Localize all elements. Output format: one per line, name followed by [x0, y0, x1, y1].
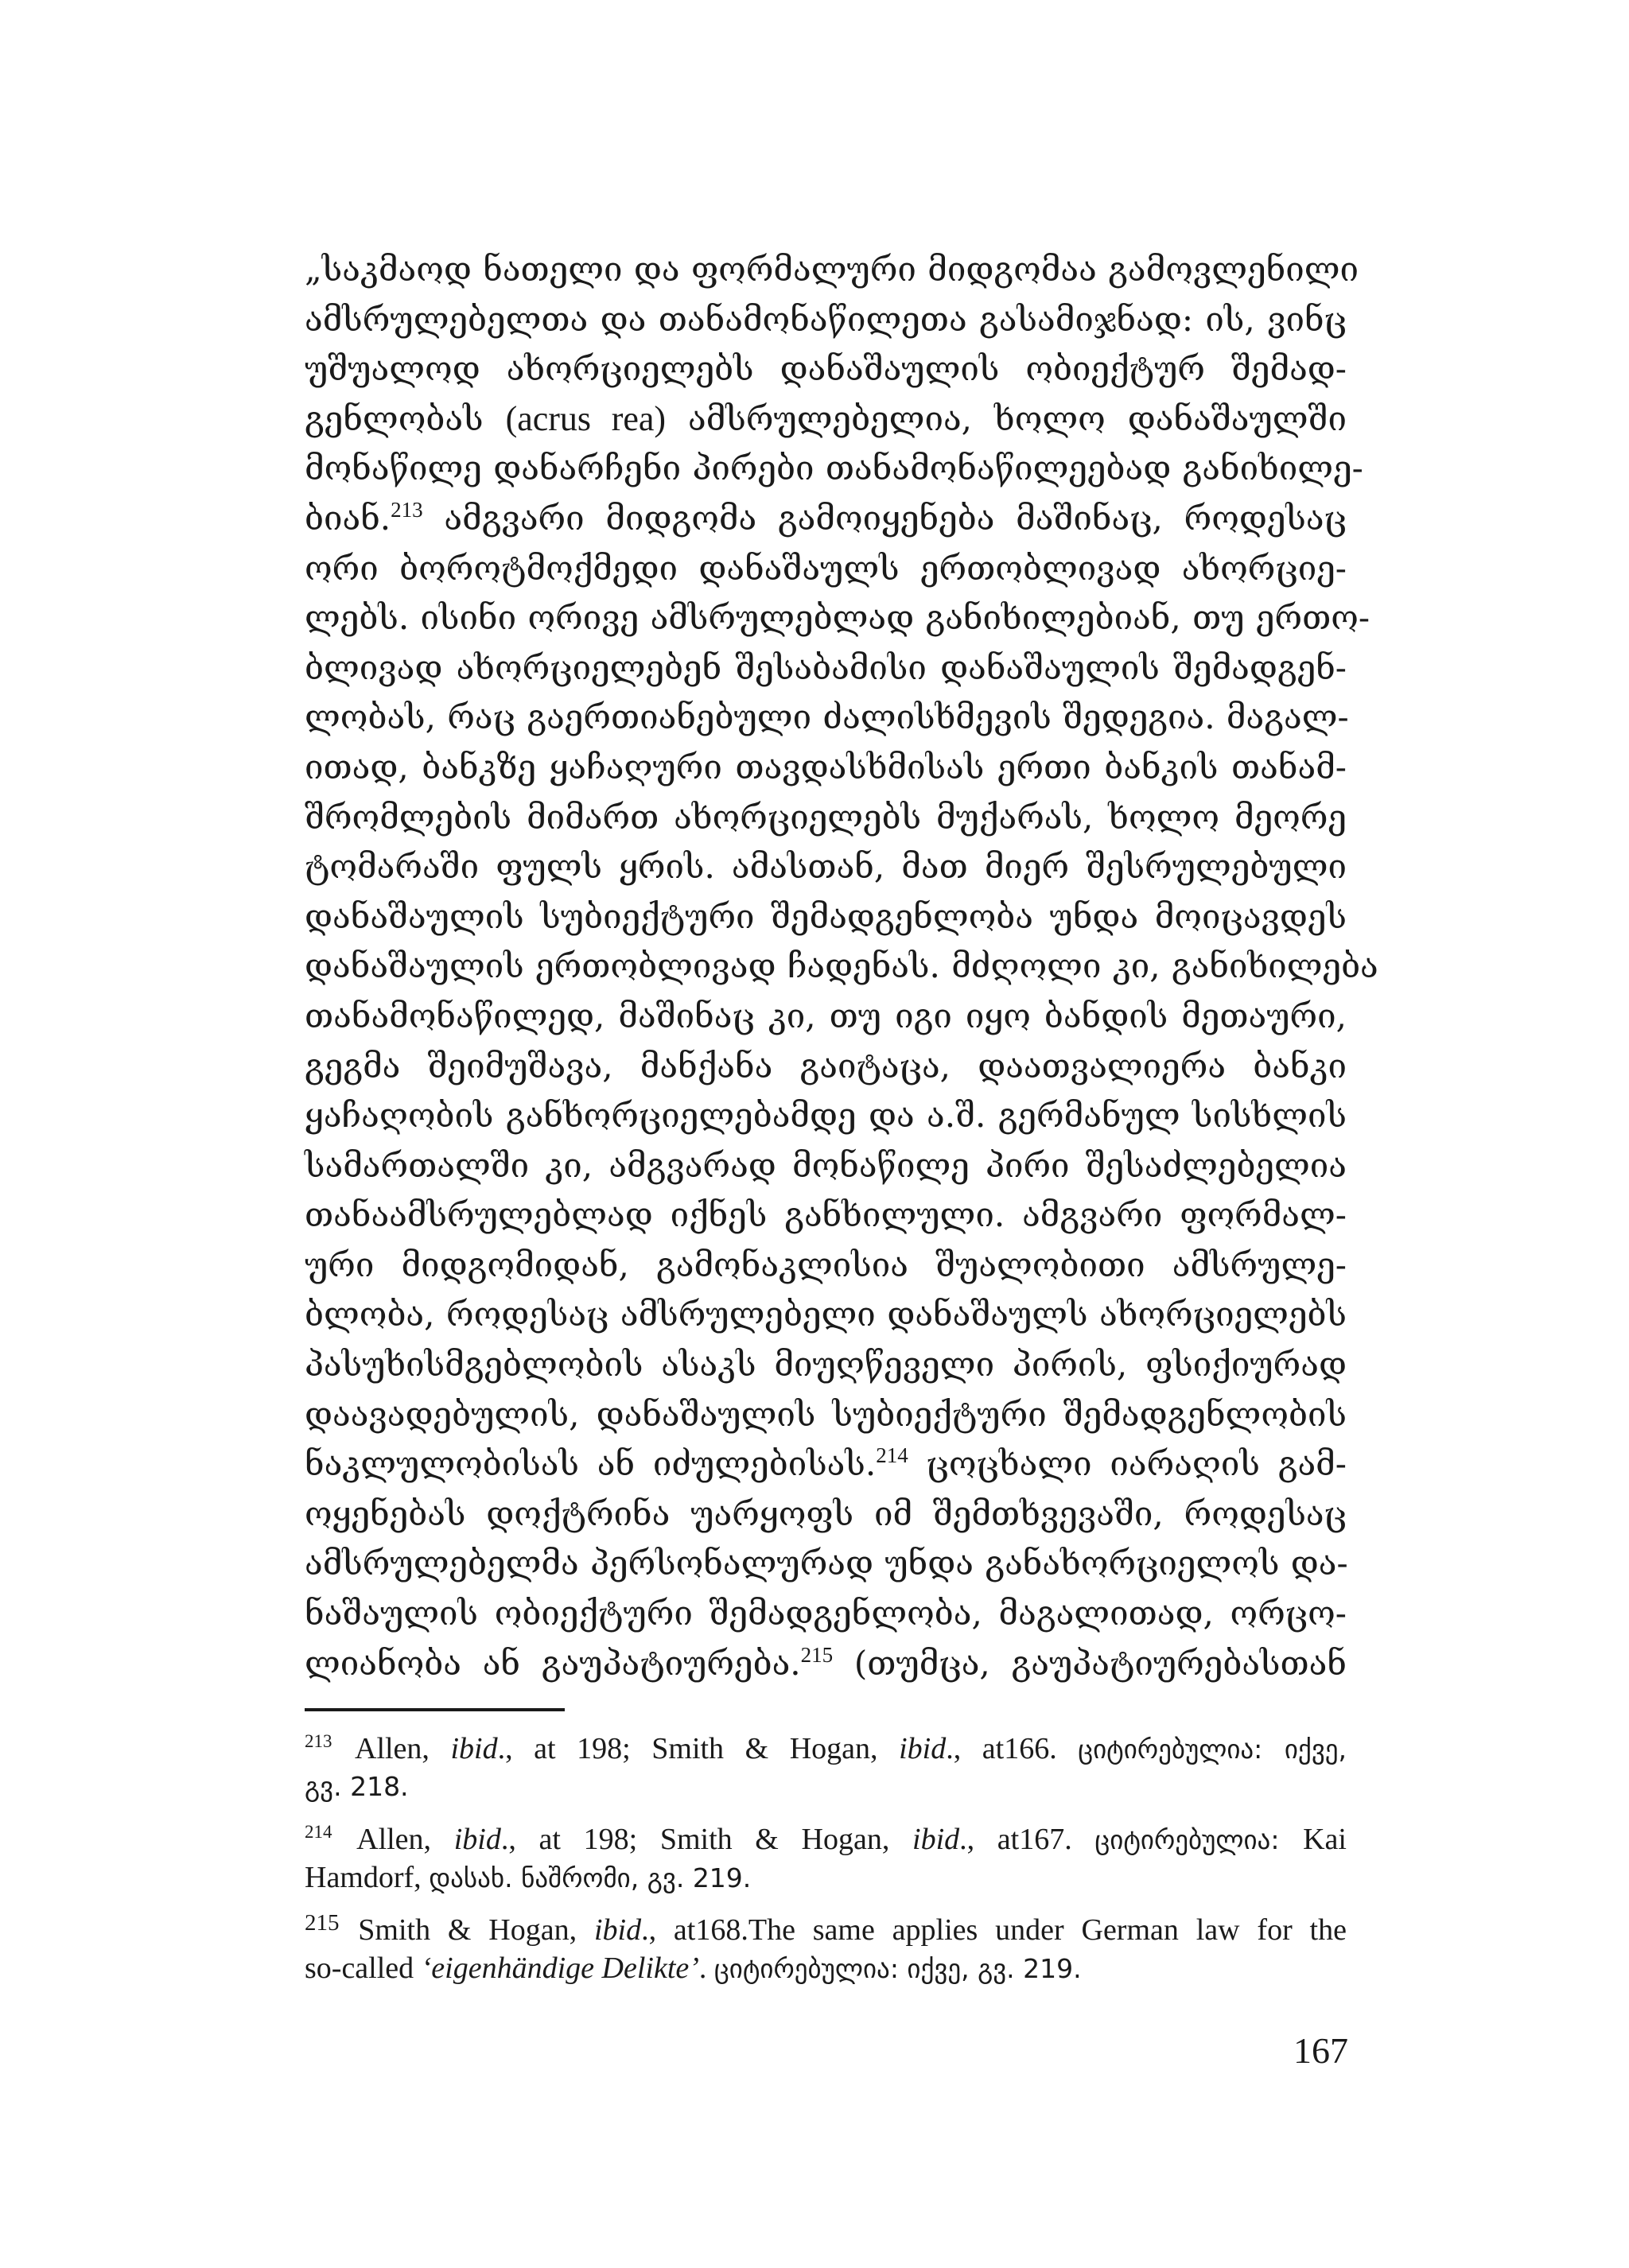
page-number: 167	[1293, 2030, 1348, 2071]
body-line: მონაწილე დანარჩენი პირები თანამონაწილეებად განიხილე-	[305, 449, 1363, 488]
body-line: ტომარაში ფულს ყრის. ამასთან, მათ მიერ შესრულებული	[305, 847, 1347, 887]
body-line: ყაჩაღობის განხორციელებამდე და ა.შ. გერმანულ სისხლის	[305, 1096, 1347, 1136]
body-line: სამართალში კი, ამგვარად მონაწილე პირი შესაძლებელია	[305, 1145, 1347, 1185]
body-line: ნაკლულობისას ან იძულებისას.$^{214}$ ცოცხალი იარაღის გამ-	[305, 1443, 1347, 1484]
body-line: შრომლების მიმართ ახორციელებს მუქარას, ხოლო მეორე	[305, 797, 1347, 837]
body-line: ორი ბოროტმოქმედი დანაშაულს ერთობლივად ახორციე-	[305, 548, 1347, 588]
footnote-number: 215	[305, 1910, 340, 1936]
body-line: თანაამსრულებლად იქნეს განხილული. ამგვარი ფორმალ-	[305, 1195, 1347, 1235]
footnote-line: Hamdorf, დასახ. ნაშრომი, გვ. 219.	[305, 1861, 752, 1894]
body-line: დანაშაულის ერთობლივად ჩადენას. მძღოლი კი, განიხილება	[305, 946, 1378, 986]
footnote-215	[305, 1911, 1347, 1987]
body-line: ითად, ბანკზე ყაჩაღური თავდასხმისას ერთი ბანკის თანამ-	[305, 747, 1347, 786]
footnote-number: 213	[305, 1731, 332, 1751]
body-line: პასუხისმგებლობის ასაკს მიუღწეველი პირის, ფსიქიურად	[305, 1345, 1347, 1384]
body-line: „საკმაოდ ნათელი და ფორმალური მიდგომაა გამოვლენილი	[305, 250, 1359, 289]
footnote-ref[interactable]: 214	[876, 1443, 908, 1468]
footnote-line: $^{213}$ Allen, ibid., at 198; Smith & Hogan, ibid., at166. ციტირებულია: იქვე,	[305, 1731, 1347, 1765]
footnote-ref[interactable]: 213	[391, 497, 423, 522]
footnote-214	[305, 1820, 1347, 1897]
body-line: ლობას, რაც გაერთიანებული ძალისხმევის შედეგია. მაგალ-	[305, 697, 1349, 737]
body-line: ამსრულებელმა პერსონალურად უნდა განახორციელოს და-	[305, 1544, 1348, 1583]
footnote-line: გვ. 218.	[305, 1771, 409, 1802]
footnote-213	[305, 1730, 1347, 1806]
footnote-line: so-called ‘eigenhändige Delikte’. ციტირებულია: იქვე, გვ. 219.	[305, 1951, 1082, 1985]
footnote-ref[interactable]: 215	[800, 1642, 834, 1667]
body-line: ბიან.$^{213}$ ამგვარი მიდგომა გამოიყენება მაშინაც, როდესაც	[305, 497, 1347, 538]
footnote-line: $^{215}$ Smith & Hogan, ibid., at168.The same applies under German law for the	[305, 1910, 1347, 1947]
body-line: ლებს. ისინი ორივე ამსრულებლად განიხილებიან, თუ ერთო-	[305, 598, 1370, 638]
body-line: თანამონაწილედ, მაშინაც კი, თუ იგი იყო ბანდის მეთაური,	[305, 996, 1347, 1035]
body-line: დანაშაულის სუბიექტური შემადგენლობა უნდა მოიცავდეს	[305, 896, 1347, 936]
body-line: დაავადებულის, დანაშაულის სუბიექტური შემადგენლობის	[305, 1394, 1347, 1434]
footnotes	[305, 1730, 1347, 2002]
footnote-number: 214	[305, 1822, 332, 1842]
body-line: გენლობას (acrus rea) ამსრულებელია, ხოლო დანაშაულში	[305, 398, 1347, 438]
body-paragraph	[305, 245, 1378, 1688]
body-line: ნაშაულის ობიექტური შემადგენლობა, მაგალითად, ორცო-	[305, 1594, 1347, 1633]
body-line: ბლივად ახორციელებენ შესაბამისი დანაშაულის შემადგენ-	[305, 647, 1347, 687]
body-line: ური მიდგომიდან, გამონაკლისია შუალობითი ამსრულე-	[305, 1245, 1347, 1284]
body-line: ლიანობა ან გაუპატიურება.$^{215}$ (თუმცა, გაუპატიურებასთან	[305, 1642, 1347, 1683]
body-line: ამსრულებელთა და თანამონაწილეთა გასამიჯნად: ის, ვინც	[305, 299, 1347, 339]
body-line: უშუალოდ ახორციელებს დანაშაულის ობიექტურ შემად-	[305, 349, 1347, 389]
body-line: გეგმა შეიმუშავა, მანქანა გაიტაცა, დაათვალიერა ბანკი	[305, 1046, 1347, 1085]
body-line: ოყენებას დოქტრინა უარყოფს იმ შემთხვევაში, როდესაც	[305, 1493, 1347, 1533]
footnote-line: $^{214}$ Allen, ibid., at 198; Smith & Hogan, ibid., at167. ციტირებულია: Kai	[305, 1822, 1347, 1856]
body-line: ბლობა, როდესაც ამსრულებელი დანაშაულს ახორციელებს	[305, 1295, 1347, 1334]
footnote-separator	[305, 1708, 565, 1711]
